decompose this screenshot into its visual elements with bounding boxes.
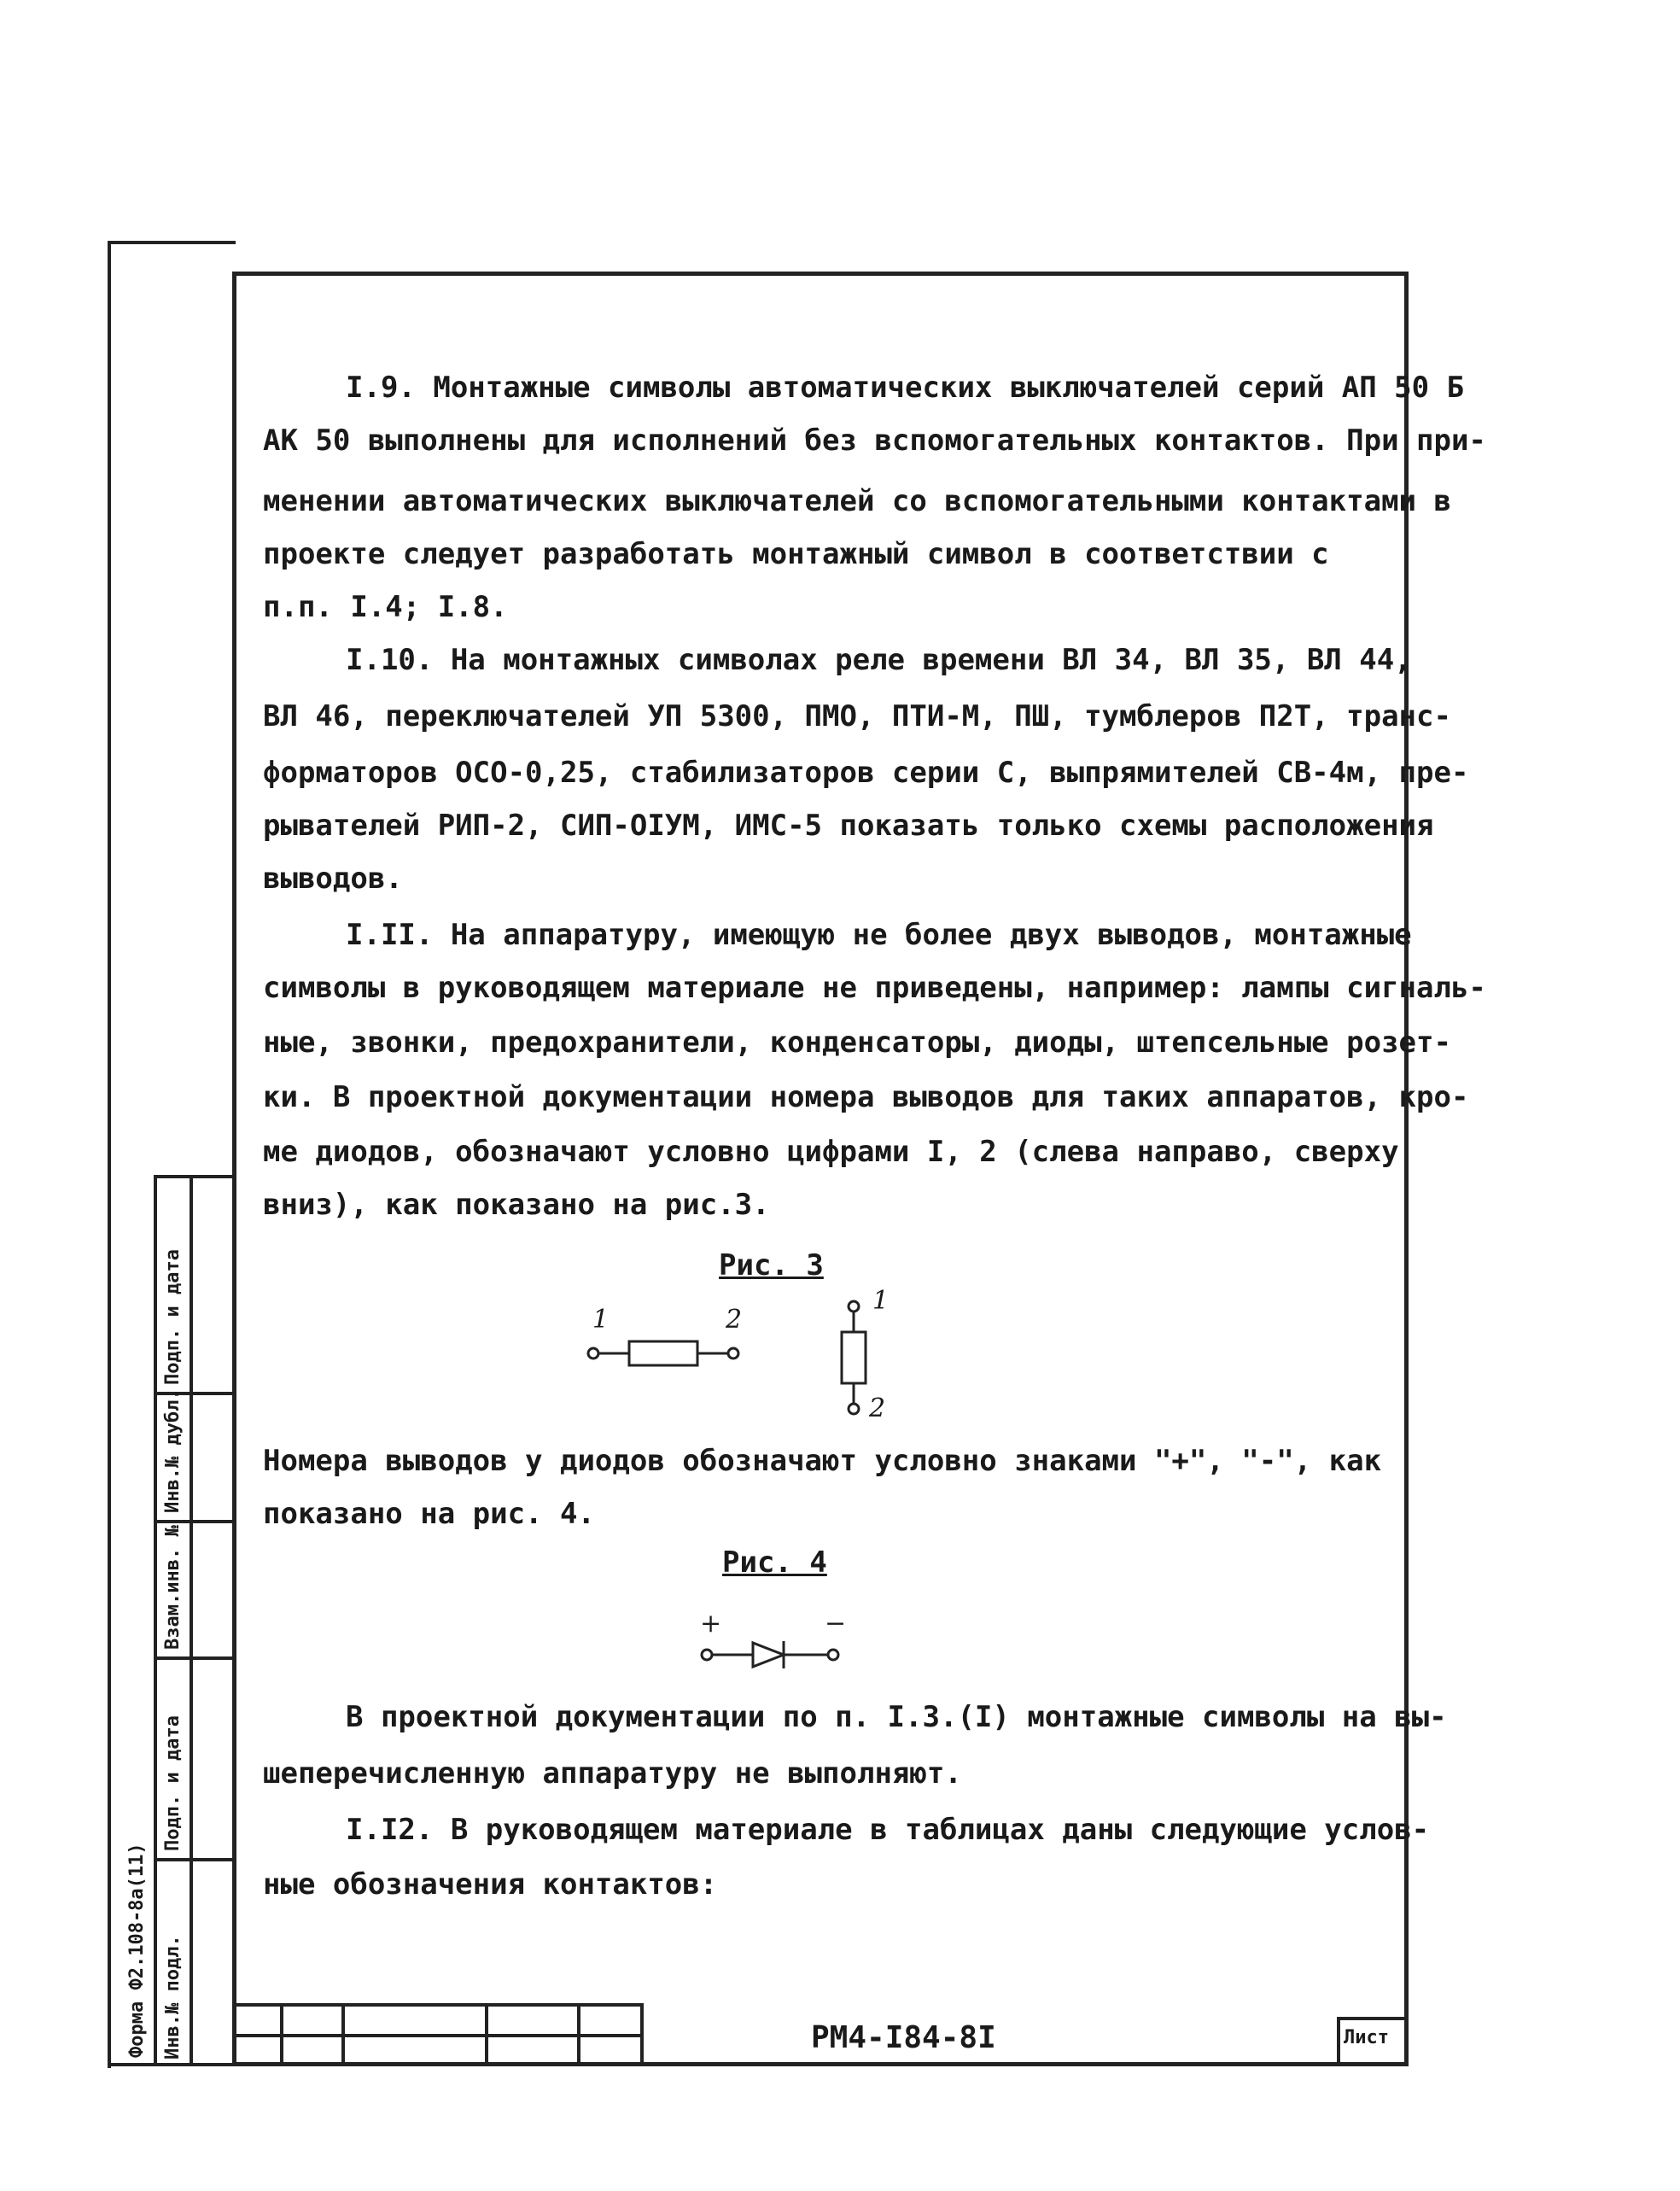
paragraph-line: ВЛ 46, переключателей УП 5300, ПМО, ПТИ-М, ПШ, тумблеров П2Т, транс-	[263, 699, 1451, 733]
stamp-line	[190, 1175, 193, 2066]
stamp-col3-head: Взам.инв. №	[162, 1525, 184, 1650]
fig4-plus-label: +	[700, 1609, 722, 1639]
paragraph-line: шеперечисленную аппаратуру не выполняют.	[263, 1756, 962, 1791]
fig3-pin1-label-vertical: 1	[872, 1286, 890, 1316]
sheet-box-line	[1337, 2017, 1409, 2020]
paragraph-line: Номера выводов у диодов обозначают условно знаками "+", "-", как	[263, 1444, 1382, 1478]
stamp-divider	[154, 1656, 234, 1660]
stamp-line	[154, 1175, 157, 2066]
paragraph-line: АК 50 выполнены для исполнений без вспомогательных контактов. При при-	[263, 424, 1486, 458]
paragraph-line: I.9. Монтажные символы автоматических выключателей серий АП 50 Б	[346, 371, 1465, 405]
title-block-line	[280, 2003, 283, 2066]
document-number: РМ4-I84-8I	[811, 2020, 996, 2055]
paragraph-line: I.II. На аппаратуру, имеющую не более двух выводов, монтажные	[346, 918, 1412, 952]
fig4-caption: Рис. 4	[722, 1545, 827, 1580]
title-block-line	[640, 2003, 644, 2066]
title-block-line	[232, 2034, 642, 2037]
stamp-col4-head: Инв.№ дубл.	[162, 1388, 184, 1513]
outer-top-line	[109, 241, 236, 244]
paragraph-line: В проектной документации по п. I.3.(I) монтажные символы на вы-	[346, 1700, 1447, 1734]
paragraph-line: рывателей РИП-2, СИП-ОIУМ, ИМС-5 показать только схемы расположения	[263, 809, 1434, 843]
stamp-form-label: Форма Ф2.108-8а(11)	[126, 1843, 148, 2058]
outer-left-line	[108, 241, 111, 2068]
paragraph-line: I.10. На монтажных символах реле времени ВЛ 34, ВЛ 35, ВЛ 44,	[346, 643, 1412, 677]
stamp-divider	[108, 2063, 234, 2066]
paragraph-line: символы в руководящем материале не приведены, например: лампы сигналь-	[263, 971, 1486, 1005]
paragraph-line: вниз), как показано на рис.3.	[263, 1188, 770, 1222]
stamp-top-line	[154, 1175, 234, 1178]
title-block-line	[232, 2003, 642, 2007]
title-block-line	[577, 2003, 580, 2066]
paragraph-line: ки. В проектной документации номера выводов для таких аппаратов, кро-	[263, 1080, 1469, 1114]
fig3-pin1-label: 1	[592, 1305, 610, 1335]
sheet-box-line	[1337, 2017, 1340, 2066]
paragraph-line: I.I2. В руководящем материале в таблицах даны следующие услов-	[346, 1813, 1430, 1847]
sheet-label: Лист	[1344, 2027, 1389, 2048]
fig4-minus-label: −	[825, 1609, 847, 1639]
paragraph-line: ные, звонки, предохранители, конденсаторы, диоды, штепсельные розет-	[263, 1025, 1451, 1060]
paragraph-line: показано на рис. 4.	[263, 1497, 595, 1531]
fig4-diode-symbol	[700, 1638, 854, 1680]
paragraph-line: ме диодов, обозначают условно цифрами I, 2 (слева направо, сверху	[263, 1135, 1399, 1169]
stamp-col1-head: Инв.№ подл.	[162, 1935, 184, 2060]
fig3-caption: Рис. 3	[719, 1248, 824, 1282]
paragraph-line: проекте следует разработать монтажный символ в соответствии с	[263, 537, 1329, 571]
paragraph-line: форматоров ОСО-0,25, стабилизаторов серии С, выпрямителей СВ-4м, пре-	[263, 756, 1469, 790]
paragraph-line: ные обозначения контактов:	[263, 1867, 718, 1902]
title-block-line	[341, 2003, 345, 2066]
stamp-col2-head: Подп. и дата	[162, 1715, 184, 1851]
fig3-pin2-label-vertical: 2	[869, 1393, 886, 1423]
paragraph-line: менении автоматических выключателей со вспомогательными контактами в	[263, 484, 1451, 518]
stamp-divider	[154, 1520, 234, 1523]
paragraph-line: выводов.	[263, 862, 403, 896]
stamp-col5-head: Подп. и дата	[162, 1249, 184, 1385]
fig3-resistor-horizontal	[585, 1336, 755, 1388]
title-block-line	[485, 2003, 488, 2066]
fig3-pin2-label: 2	[726, 1305, 743, 1335]
stamp-divider	[154, 1858, 234, 1861]
paragraph-line: п.п. I.4; I.8.	[263, 590, 508, 624]
